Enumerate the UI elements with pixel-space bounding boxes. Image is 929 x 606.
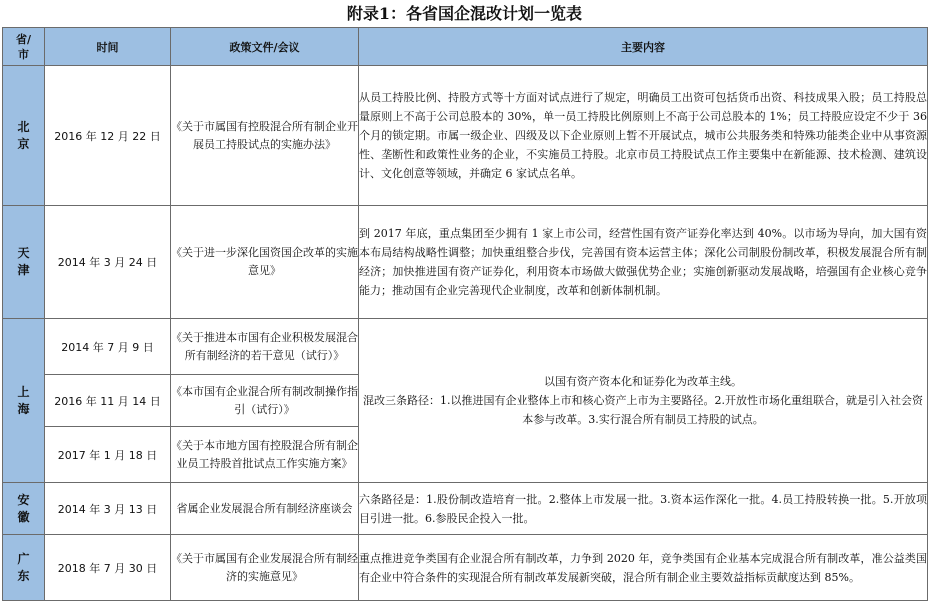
time-cell: 2014 年 3 月 13 日 — [45, 483, 171, 535]
policy-cell: 省属企业发展混合所有制经济座谈会 — [171, 483, 359, 535]
province-cell: 广 东 — [3, 535, 45, 601]
policy-cell: 《关于推进本市国有企业积极发展混合所有制经济的若干意见（试行）》 — [171, 319, 359, 375]
time-cell: 2018 年 7 月 30 日 — [45, 535, 171, 601]
content-cell: 以国有资产资本化和证券化为改革主线。 混改三条路径：1.以推进国有企业整体上市和核心资产上市为主要路径。2.开放性市场化重组联合，就是引入社会资本参与改革。3.实行混合所有制员工持股的试点。 — [359, 319, 928, 483]
policy-cell: 《关于市属国有控股混合所有制企业开展员工持股试点的实施办法》 — [171, 66, 359, 206]
policy-cell: 《关于进一步深化国资国企改革的实施意见》 — [171, 206, 359, 319]
policy-cell: 《本市国有企业混合所有制改制操作指引（试行）》 — [171, 375, 359, 427]
table-row — [3, 206, 928, 319]
header-policy: 政策文件/会议 — [171, 28, 359, 66]
province-cell: 天 津 — [3, 206, 45, 319]
time-cell: 2014 年 7 月 9 日 — [45, 319, 171, 375]
content-cell: 重点推进竞争类国有企业混合所有制改革，力争到 2020 年，竞争类国有企业基本完成混合所有制改革，准公益类国有企业中符合条件的实现混合所有制改革发展新突破，混合所有制企业主要效益指标贡献度达到 85%。 — [359, 535, 928, 601]
time-cell: 2016 年 11 月 14 日 — [45, 375, 171, 427]
time-cell: 2017 年 1 月 18 日 — [45, 427, 171, 483]
policy-cell: 《关于本市地方国有控股混合所有制企业员工持股首批试点工作实施方案》 — [171, 427, 359, 483]
province-cell: 上 海 — [3, 319, 45, 483]
header-province: 省/ 市 — [3, 28, 45, 66]
content-cell: 六条路径是：1.股份制改造培育一批。2.整体上市发展一批。3.资本运作深化一批。4.员工持股转换一批。5.开放项目引进一批。6.参股民企投入一批。 — [359, 483, 928, 535]
table-row — [3, 319, 928, 375]
policy-cell: 《关于市属国有企业发展混合所有制经济的实施意见》 — [171, 535, 359, 601]
content-cell: 从员工持股比例、持股方式等十方面对试点进行了规定，明确员工出资可包括货币出资、科技成果入股；员工持股总量原则上不高于公司总股本的 30%，单一员工持股比例原则上不高于公司总股本的 1%；员工持股应设定不少于 36 个月的锁定期。市属一级企业、四级及以下企业原则上暂不开展试点，城市公共服务类和特殊功能类企业中从事资源性、垄断性和政策性业务的企业，不实施员工持股。北京市员工持股试点工作主要集中在新能源、技术检测、建筑设计、文化创意等领域，并确定 6 家试点名单。 — [359, 66, 928, 206]
province-cell: 安 徽 — [3, 483, 45, 535]
page-title: 附录1：各省国企混改计划一览表 — [346, 4, 583, 23]
header-content: 主要内容 — [359, 28, 928, 66]
province-cell: 北 京 — [3, 66, 45, 206]
time-cell: 2016 年 12 月 22 日 — [45, 66, 171, 206]
policy-table — [2, 27, 928, 601]
content-cell: 到 2017 年底，重点集团至少拥有 1 家上市公司，经营性国有资产证券化率达到 40%。以市场为导向，加大国有资本布局结构战略性调整；加快重组整合步伐，完善国有资本运营主体；深化公司制股份制改革，积极发展混合所有制经济；加快推进国有资产证券化，利用资本市场做大做强优势企业；实施创新驱动发展战略，培强国有企业核心竞争能力；推动国有企业完善现代企业制度，改革和创新体制机制。 — [359, 206, 928, 319]
time-cell: 2014 年 3 月 24 日 — [45, 206, 171, 319]
table-row — [3, 535, 928, 601]
table-row — [3, 66, 928, 206]
header-time: 时间 — [45, 28, 171, 66]
header-row — [3, 28, 928, 66]
table-row — [3, 483, 928, 535]
